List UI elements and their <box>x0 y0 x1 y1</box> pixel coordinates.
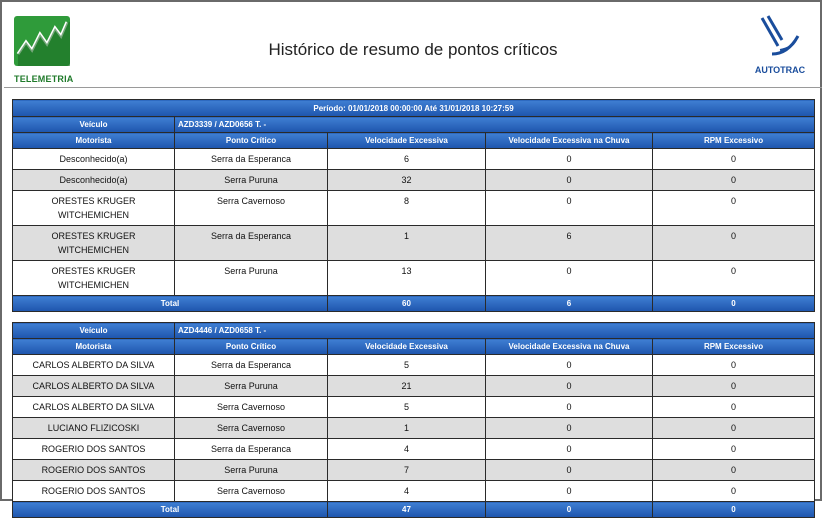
table-row <box>13 149 815 170</box>
rpm-cell: 0 <box>653 460 815 481</box>
column-header-row <box>13 133 815 149</box>
rpm-cell: 0 <box>653 376 815 397</box>
overspeed-cell: 7 <box>328 460 486 481</box>
overspeed-rain-cell: 0 <box>486 481 653 502</box>
rpm-cell: 0 <box>653 418 815 439</box>
critical-point-cell: Serra Puruna <box>175 460 328 481</box>
rpm-cell: 0 <box>653 397 815 418</box>
driver-cell: CARLOS ALBERTO DA SILVA <box>13 376 175 397</box>
overspeed-cell: 8 <box>328 191 486 226</box>
rpm-cell: 0 <box>653 481 815 502</box>
overspeed-rain-cell: 0 <box>486 355 653 376</box>
rpm-cell: 0 <box>653 261 815 296</box>
overspeed-rain-cell: 0 <box>486 460 653 481</box>
overspeed-cell: 13 <box>328 261 486 296</box>
rpm-cell: 0 <box>653 355 815 376</box>
driver-cell: CARLOS ALBERTO DA SILVA <box>13 397 175 418</box>
table-row <box>13 170 815 191</box>
critical-point-cell: Serra da Esperanca <box>175 149 328 170</box>
driver-cell: CARLOS ALBERTO DA SILVA <box>13 355 175 376</box>
rpm-cell: 0 <box>653 170 815 191</box>
driver-cell: ROGERIO DOS SANTOS <box>13 439 175 460</box>
vehicle-plate: AZD3339 / AZD0656 T. - <box>175 117 815 133</box>
table-row <box>13 226 815 261</box>
total-rpm: 0 <box>653 502 815 518</box>
period-label: Período: 01/01/2018 00:00:00 Até 31/01/2018 10:27:59 <box>13 100 815 117</box>
overspeed-cell: 1 <box>328 226 486 261</box>
column-header: RPM Excessivo <box>653 339 815 355</box>
critical-point-cell: Serra Cavernoso <box>175 481 328 502</box>
driver-cell: ROGERIO DOS SANTOS <box>13 460 175 481</box>
overspeed-cell: 5 <box>328 397 486 418</box>
vehicle-plate: AZD4446 / AZD0658 T. - <box>175 323 815 339</box>
table-row <box>13 481 815 502</box>
total-row <box>13 296 815 312</box>
autotrac-mark-icon <box>758 14 802 58</box>
overspeed-cell: 21 <box>328 376 486 397</box>
overspeed-cell: 1 <box>328 418 486 439</box>
report-header <box>4 4 822 88</box>
vehicle-row <box>13 117 815 133</box>
critical-point-cell: Serra Cavernoso <box>175 397 328 418</box>
table-body <box>13 100 815 518</box>
overspeed-rain-cell: 0 <box>486 397 653 418</box>
total-overspeed-rain: 6 <box>486 296 653 312</box>
critical-point-cell: Serra Cavernoso <box>175 418 328 439</box>
critical-points-table <box>12 99 815 518</box>
driver-cell: LUCIANO FLIZICOSKI <box>13 418 175 439</box>
rpm-cell: 0 <box>653 439 815 460</box>
driver-cell: ORESTES KRUGER WITCHEMICHEN <box>13 261 175 296</box>
critical-point-cell: Serra Puruna <box>175 261 328 296</box>
table-row <box>13 460 815 481</box>
column-header: Velocidade Excessiva na Chuva <box>486 133 653 149</box>
report-body <box>12 99 814 518</box>
critical-point-cell: Serra da Esperanca <box>175 439 328 460</box>
column-header: Ponto Crítico <box>175 339 328 355</box>
overspeed-cell: 4 <box>328 481 486 502</box>
total-overspeed: 60 <box>328 296 486 312</box>
total-label: Total <box>13 296 328 312</box>
driver-cell: Desconhecido(a) <box>13 170 175 191</box>
page-title: Histórico de resumo de pontos críticos <box>268 40 558 59</box>
driver-cell: ORESTES KRUGER WITCHEMICHEN <box>13 191 175 226</box>
critical-point-cell: Serra Cavernoso <box>175 191 328 226</box>
column-header: Velocidade Excessiva na Chuva <box>486 339 653 355</box>
rpm-cell: 0 <box>653 149 815 170</box>
total-rpm: 0 <box>653 296 815 312</box>
total-label: Total <box>13 502 328 518</box>
critical-point-cell: Serra Puruna <box>175 170 328 191</box>
table-row <box>13 439 815 460</box>
rpm-cell: 0 <box>653 191 815 226</box>
vehicle-label: Veículo <box>13 323 175 339</box>
driver-cell: Desconhecido(a) <box>13 149 175 170</box>
total-row <box>13 502 815 518</box>
table-row <box>13 418 815 439</box>
critical-point-cell: Serra da Esperanca <box>175 355 328 376</box>
total-overspeed: 47 <box>328 502 486 518</box>
overspeed-rain-cell: 0 <box>486 170 653 191</box>
group-spacer <box>13 312 815 323</box>
column-header: Velocidade Excessiva <box>328 133 486 149</box>
critical-point-cell: Serra da Esperanca <box>175 226 328 261</box>
overspeed-rain-cell: 6 <box>486 226 653 261</box>
overspeed-rain-cell: 0 <box>486 439 653 460</box>
table-row <box>13 376 815 397</box>
overspeed-cell: 6 <box>328 149 486 170</box>
overspeed-rain-cell: 0 <box>486 191 653 226</box>
table-row <box>13 355 815 376</box>
rpm-cell: 0 <box>653 226 815 261</box>
table-row <box>13 261 815 296</box>
group-spacer-cell <box>13 312 815 323</box>
column-header: RPM Excessivo <box>653 133 815 149</box>
column-header: Ponto Crítico <box>175 133 328 149</box>
period-row <box>13 100 815 117</box>
autotrac-logo <box>750 14 810 84</box>
vehicle-label: Veículo <box>13 117 175 133</box>
total-overspeed-rain: 0 <box>486 502 653 518</box>
table-row <box>13 191 815 226</box>
table-row <box>13 397 815 418</box>
autotrac-logo-text: AUTOTRAC <box>754 65 806 75</box>
driver-cell: ROGERIO DOS SANTOS <box>13 481 175 502</box>
overspeed-cell: 32 <box>328 170 486 191</box>
driver-cell: ORESTES KRUGER WITCHEMICHEN <box>13 226 175 261</box>
overspeed-cell: 5 <box>328 355 486 376</box>
column-header: Motorista <box>13 133 175 149</box>
overspeed-rain-cell: 0 <box>486 376 653 397</box>
overspeed-cell: 4 <box>328 439 486 460</box>
overspeed-rain-cell: 0 <box>486 261 653 296</box>
column-header: Motorista <box>13 339 175 355</box>
telemetria-logo-text: TELEMETRIA <box>14 74 74 84</box>
critical-point-cell: Serra Puruna <box>175 376 328 397</box>
overspeed-rain-cell: 0 <box>486 418 653 439</box>
column-header-row <box>13 339 815 355</box>
vehicle-row <box>13 323 815 339</box>
column-header: Velocidade Excessiva <box>328 339 486 355</box>
overspeed-rain-cell: 0 <box>486 149 653 170</box>
